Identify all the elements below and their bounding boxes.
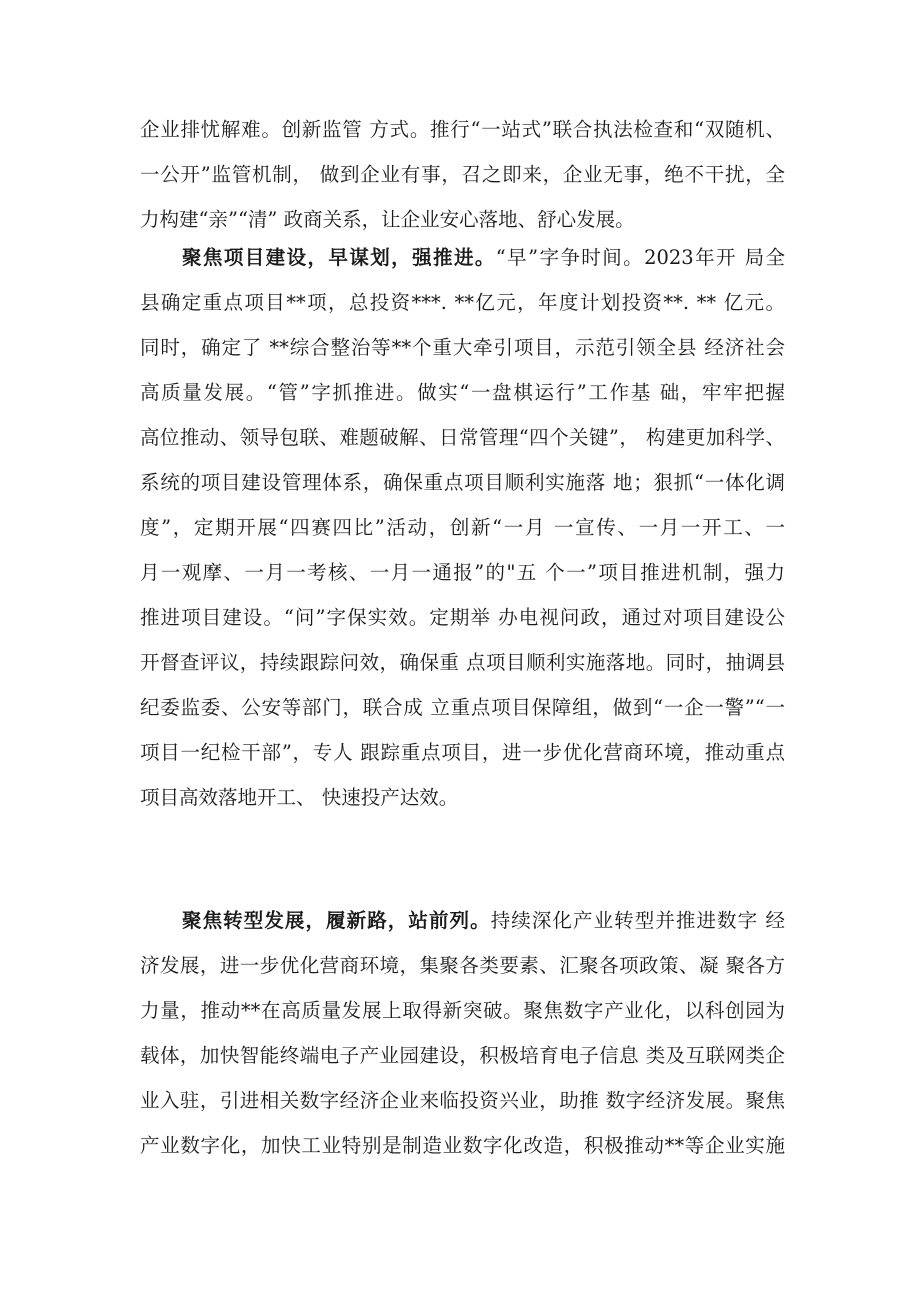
paragraph-text: “早”字争时间。2023年开 局全 (495, 246, 785, 269)
paragraph-line: 县确定重点项目**项，总投资***. **亿元，年度计划投资**. ** 亿元。 (140, 291, 785, 314)
paragraph-line: 项目高效落地开工、 快速投产达效。 (140, 786, 459, 809)
paragraph-line: 系统的项目建设管理体系，确保重点项目顺利实施落 地；狠抓“一体化调 (140, 471, 785, 494)
paragraph-line: 度”，定期开展“四赛四比”活动，创新“一月 一宣传、一月一开工、一 (140, 516, 785, 539)
paragraph-line: 月一观摩、一月一考核、一月一通报”的"五 个一”项目推进机制，强力 (140, 561, 785, 584)
paragraph-line: 业入驻，引进相关数字经济企业来临投资兴业，助推 数字经济发展。聚焦 (140, 1089, 785, 1112)
paragraph-text: 持续深化产业转型并推进数字 经 (490, 909, 785, 932)
paragraph-line: 开督查评议，持续跟踪问效，确保重 点项目顺利实施落地。同时，抽调县 (140, 651, 785, 674)
paragraph-line: 济发展，进一步优化营商环境，集聚各类要素、汇聚各项政策、凝 聚各方 (140, 954, 785, 977)
paragraph-line: 高位推动、领导包联、难题破解、日常管理“四个关键”， 构建更加科学、 (140, 426, 785, 449)
paragraph-line: 纪委监委、公安等部门，联合成 立重点项目保障组，做到“一企一警”“一 (140, 696, 785, 719)
paragraph-line: 力构建“亲”“清” 政商关系，让企业安心落地、舒心发展。 (140, 208, 635, 231)
paragraph-line: 项目一纪检干部”，专人 跟踪重点项目，进一步优化营商环境，推动重点 (140, 741, 785, 764)
paragraph-line: 力量，推动**在高质量发展上取得新突破。聚焦数字产业化，以科创园为 (140, 999, 785, 1022)
paragraph-line: 推进项目建设。“问”字保实效。定期举 办电视问政，通过对项目建设公 (140, 606, 785, 629)
paragraph-line: 同时，确定了 **综合整治等**个重大牵引项目，示范引领全县 经济社会 (140, 336, 785, 359)
paragraph-line: 一公开”监管机制， 做到企业有事，召之即来，企业无事，绝不干扰，全 (140, 163, 785, 186)
paragraph-heading: 聚焦项目建设，早谋划，强推进。 (182, 246, 496, 269)
paragraph-line: 高质量发展。“管”字抓推进。做实“一盘棋运行”工作基 础，牢牢把握 (140, 381, 785, 404)
paragraph-line: 载体，加快智能终端电子产业园建设，积极培育电子信息 类及互联网类企 (140, 1044, 785, 1067)
paragraph-line-first (182, 901, 785, 941)
paragraph-line: 企业排忧解难。创新监管 方式。推行“一站式”联合执法检查和“双随机、 (140, 118, 785, 141)
paragraph-heading: 聚焦转型发展，履新路，站前列。 (182, 909, 491, 932)
paragraph-line: 产业数字化，加快工业特别是制造业数字化改造，积极推动**等企业实施 (140, 1134, 785, 1157)
paragraph-line-first (182, 238, 785, 278)
